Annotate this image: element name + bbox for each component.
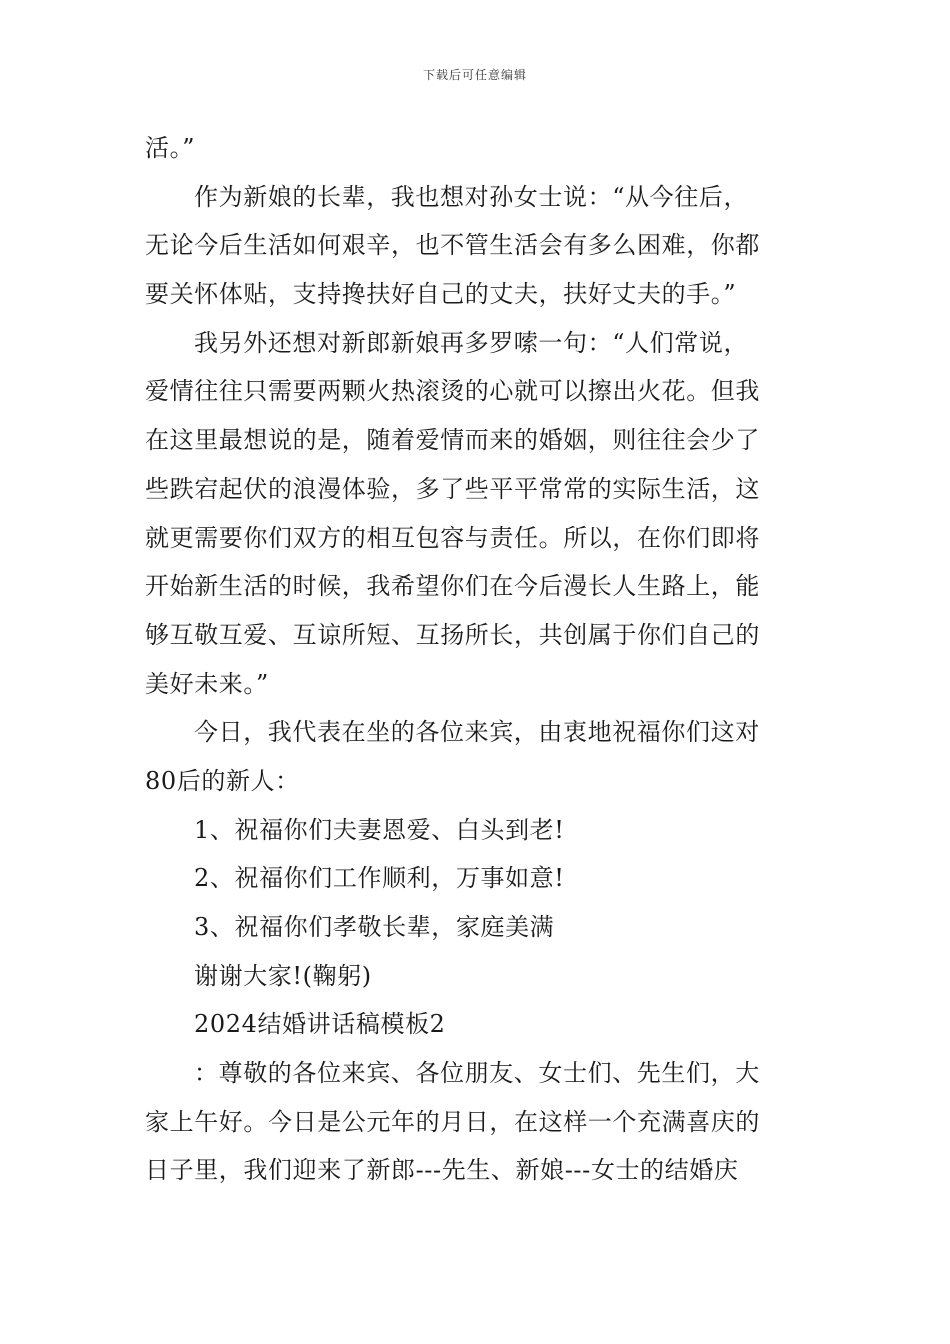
text-line: 在这里最想说的是，随着爱情而来的婚姻，则往往会少了 [145, 426, 760, 455]
body-text [145, 124, 810, 1195]
list-item: 2、祝福你们工作顺利，万事如意! [194, 864, 565, 893]
list-item: 3、祝福你们孝敬长辈，家庭美满 [194, 913, 555, 941]
section-title: 2024结婚讲话稿模板2 [194, 1010, 446, 1039]
header-note: 下载后可任意编辑 [422, 68, 527, 82]
text-line: 今日，我代表在坐的各位来宾，由衷地祝福你们这对 [194, 718, 760, 747]
text-line: 活。” [145, 134, 196, 162]
text-line: 开始新生活的时候，我希望你们在今后漫长人生路上，能 [145, 572, 760, 601]
text-line: 爱情往往只需要两颗火热滚烫的心就可以擦出火花。但我 [145, 377, 760, 406]
text-line: 日子里，我们迎来了新郎---先生、新娘---女士的结婚庆 [145, 1156, 739, 1185]
text-line: 我另外还想对新郎新娘再多罗嗦一句：“人们常说， [194, 328, 749, 357]
text-line: 无论今后生活如何艰辛，也不管生活会有多么困难，你都 [145, 231, 760, 260]
text-line: 作为新娘的长辈，我也想对孙女士说：“从今往后， [194, 182, 749, 211]
text-line: 些跌宕起伏的浪漫体验，多了些平平常常的实际生活，这 [145, 474, 760, 503]
text-line: ：尊敬的各位来宾、各位朋友、女士们、先生们，大 [194, 1059, 760, 1088]
text-line: 要关怀体贴，支持搀扶好自己的丈夫，扶好丈夫的手。” [145, 280, 737, 309]
text-line: 美好未来。” [145, 669, 269, 698]
text-line: 80后的新人： [145, 766, 300, 795]
list-item: 1、祝福你们夫妻恩爱、白头到老! [194, 815, 565, 844]
text-line: 够互敬互爱、互谅所短、互扬所长，共创属于你们自己的 [145, 620, 760, 649]
text-line: 谢谢大家!(鞠躬) [194, 961, 372, 990]
text-line: 家上午好。今日是公元年的月日，在这样一个充满喜庆的 [145, 1107, 760, 1136]
text-line: 就更需要你们双方的相互包容与责任。所以，在你们即将 [145, 523, 760, 552]
